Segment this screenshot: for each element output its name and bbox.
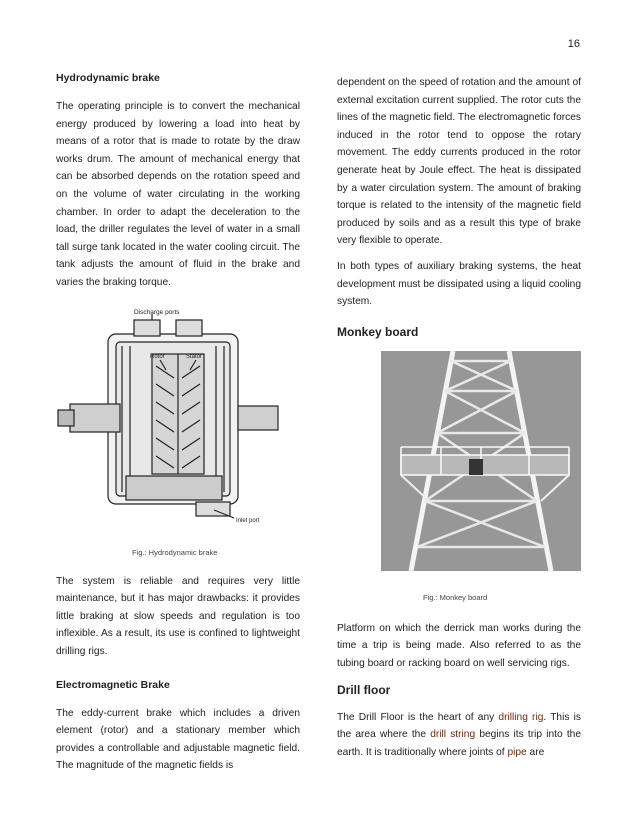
drill-text-2: . This is the area where the [337,711,581,741]
drill-string-link[interactable]: drill string [430,729,476,741]
hydrodynamic-brake-figure [56,306,300,542]
drill-text-3: begins its trip into the earth. It is traditionally where joints of [337,729,581,758]
electromagnetic-brake-heading: Electromagnetic Brake [56,678,170,691]
platform-paragraph: Platform on which the derrick man works during the time a trip is being made. Also referred to as the tubing board or racking board on well servicing rigs. [337,622,581,669]
page-number: 16 [567,38,580,50]
drilling-rig-link[interactable]: drilling rig [498,711,544,723]
stator-label: Stator [186,353,203,360]
monkey-board-heading: Monkey board [337,324,419,339]
discharge-ports-label: Discharge ports [134,308,180,316]
hydrodynamic-brake-heading: Hydrodynamic brake [56,72,160,84]
reliability-paragraph: The system is reliable and requires very little maintenance, but it has major drawbacks: it provides little braking at slow speeds and regulation is too inflexible. As a result, its use is confined to lightweight drilling rigs. [56,575,300,657]
drill-text-1: The Drill Floor is the heart of any [337,711,499,723]
monkey-board-photo [381,351,581,571]
hydrodynamic-figure-caption: Fig.: Hydrodynamic brake [132,547,218,557]
monkey-board-caption: Fig.: Monkey board [423,592,488,602]
rotor-label: Rotor [150,353,165,360]
drill-floor-paragraph [337,709,581,762]
hydrodynamic-paragraph: The operating principle is to convert the mechanical energy produced by lowering a load into heat by means of a rotor that is made to rotate by the draw works drum. The amount of mechanical energy that can be absorbed depends on the rotation speed and on the volume of water circulating in the working chamber. In order to adapt the deceleration to the load, the driller regulates the level of water in a small tall surge tank located in the water cooling circuit. The tank adjusts the amount of fluid in the brake and varies the braking torque. [56,101,300,288]
continuation-paragraph: dependent on the speed of rotation and the amount of external excitation current supplied. The rotor cuts the lines of the magnetic field. The electromagnetic forces induced in the rotor tend to oppose the rotary movement. The eddy currents produced in the rotor generate heat by Joule effect. The heat is dissipated by a water circulation system. The amount of braking torque is related to the intensity of the magnetic field produced by soils and as a result this type of brake very flexible to operate. [337,77,581,247]
drill-text-4: are [526,746,545,758]
pipe-link[interactable]: pipe [507,746,527,758]
electromagnetic-paragraph: The eddy-current brake which includes a driven element (rotor) and a stationary member which provides a controllable and adjustable magnetic field. The magnitude of the magnetic fields is [56,707,300,772]
braking-systems-paragraph: In both types of auxiliary braking systems, the heat development must be dissipated using a liquid cooling system. [337,260,581,308]
right-column [337,72,581,761]
left-column [56,72,300,775]
drill-floor-heading: Drill floor [337,682,391,697]
inlet-port-label: Inlet port [236,517,260,524]
